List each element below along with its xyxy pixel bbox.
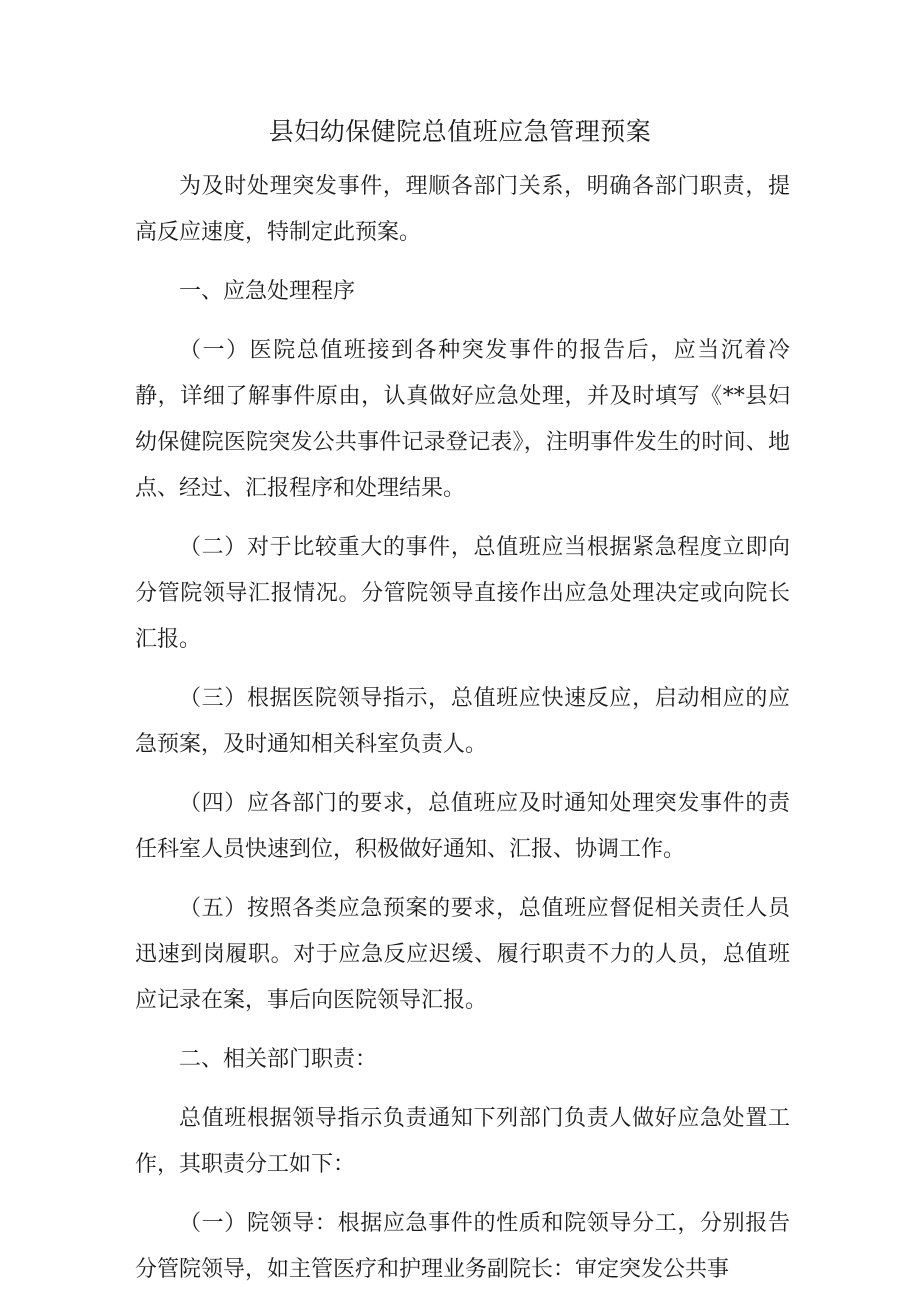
procedure-item-1: （一）医院总值班接到各种突发事件的报告后，应当沉着冷静，详细了解事件原由，认真做好应急处理，并及时填写《**县妇幼保健院医院突发公共事件记录登记表》，注明事件发生的时间、地点、经过、汇报程序和处理结果。 [135,338,790,501]
duties-item-1: （一）院领导：根据应急事件的性质和院领导分工，分别报告分管院领导，如主管医疗和护理业务副院长：审定突发公共事 [135,1211,790,1282]
procedure-item-3: （三）根据医院领导指示，总值班应快速反应，启动相应的应急预案，及时通知相关科室负责人。 [135,686,790,757]
intro-paragraph: 为及时处理突发事件，理顺各部门关系，明确各部门职责，提高反应速度，特制定此预案。 [135,174,790,245]
document-body [135,164,790,1306]
procedure-item-2: （二）对于比较重大的事件，总值班应当根据紧急程度立即向分管院领导汇报情况。分管院领导直接作出应急处理决定或向院长汇报。 [135,535,790,652]
duties-intro-paragraph: 总值班根据领导指示负责通知下列部门负责人做好应急处置工作，其职责分工如下： [135,1106,790,1177]
procedure-item-5: （五）按照各类应急预案的要求，总值班应督促相关责任人员迅速到岗履职。对于应急反应迟缓、履行职责不力的人员，总值班应记录在案，事后向医院领导汇报。 [135,896,790,1013]
section-heading-duties: 二、相关部门职责： [179,1047,378,1072]
procedure-item-4: （四）应各部门的要求，总值班应及时通知处理突发事件的责任科室人员快速到位，积极做好通知、汇报、协调工作。 [135,791,790,862]
section-heading-procedure: 一、应急处理程序 [179,279,356,304]
document-title: 县妇幼保健院总值班应急管理预案 [268,117,652,146]
